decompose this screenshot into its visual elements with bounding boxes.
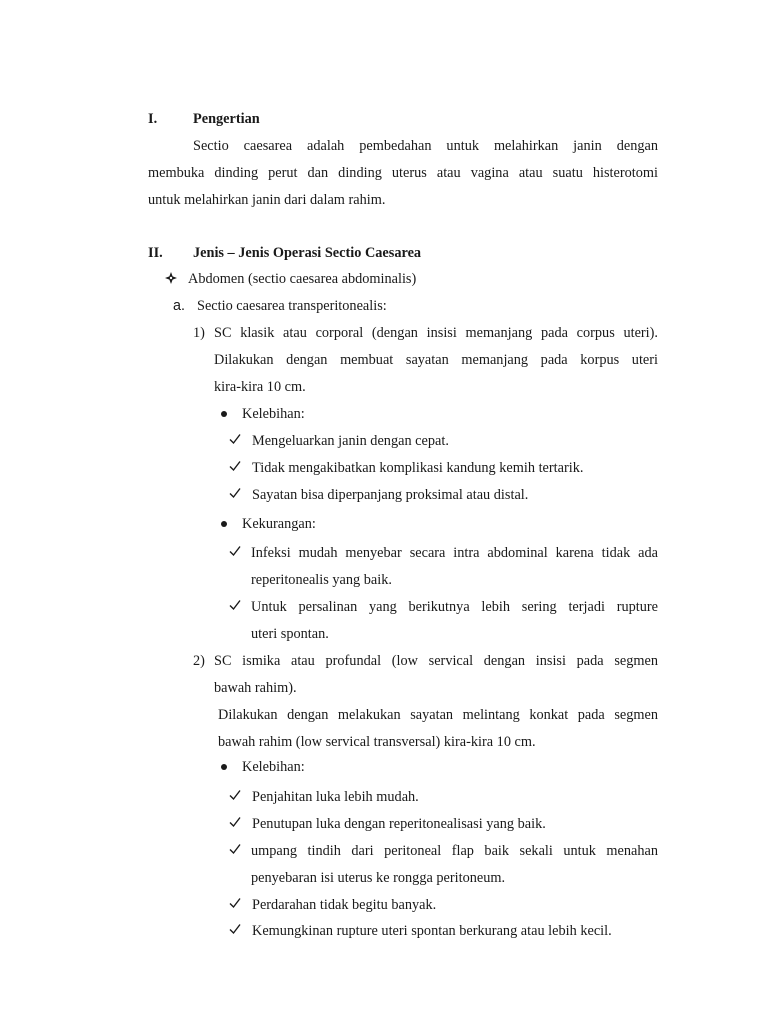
item-1-kekurangan-item: Untuk persalinan yang berikutnya lebih sering terjadi rupture xyxy=(251,599,658,615)
item-2-kelebihan-item: penyebaran isi uterus ke rongga peritoneum. xyxy=(251,870,506,886)
sub-a-text: Sectio caesarea transperitonealis: xyxy=(197,298,387,314)
list-marker-2: 2) xyxy=(193,653,205,669)
item-1-line: Dilakukan dengan membuat sayatan memanjang pada korpus uteri xyxy=(214,352,658,368)
section-1-heading: Pengertian xyxy=(193,111,260,127)
item-2-kelebihan-label: Kelebihan: xyxy=(242,759,305,775)
item-1-kekurangan-item: uteri spontan. xyxy=(251,626,329,642)
bullet-dot-icon xyxy=(221,411,227,417)
item-2-kelebihan-item: Penutupan luka dengan reperitonealisasi yang baik. xyxy=(252,816,546,832)
list-marker-1: 1) xyxy=(193,325,205,341)
section-1-paragraph-line: untuk melahirkan janin dari dalam rahim. xyxy=(148,192,386,208)
item-1-kelebihan-item: Mengeluarkan janin dengan cepat. xyxy=(252,433,449,449)
section-2-heading: Jenis – Jenis Operasi Sectio Caesarea xyxy=(193,245,422,261)
checkmark-icon xyxy=(229,545,241,557)
checkmark-icon xyxy=(229,433,241,445)
item-1-kekurangan-item: reperitonealis yang baik. xyxy=(251,572,392,588)
item-2-line: bawah rahim). xyxy=(214,680,297,696)
checkmark-icon xyxy=(229,843,241,855)
abdomen-label: Abdomen (sectio caesarea abdominalis) xyxy=(188,271,417,287)
checkmark-icon xyxy=(229,789,241,801)
item-2-kelebihan-item: Perdarahan tidak begitu banyak. xyxy=(252,897,437,913)
checkmark-icon xyxy=(229,599,241,611)
item-2-kelebihan-item: Kemungkinan rupture uteri spontan berkurang atau lebih kecil. xyxy=(252,923,612,939)
item-1-kelebihan-item: Tidak mengakibatkan komplikasi kandung kemih tertarik. xyxy=(252,460,584,476)
item-1-line: SC klasik atau corporal (dengan insisi memanjang pada corpus uteri). xyxy=(214,325,658,341)
checkmark-icon xyxy=(229,897,241,909)
item-1-kelebihan-label: Kelebihan: xyxy=(242,406,305,422)
section-2-number: II. xyxy=(148,245,163,261)
item-2-desc-line: Dilakukan dengan melakukan sayatan melintang konkat pada segmen xyxy=(218,707,658,723)
item-2-kelebihan-item: Penjahitan luka lebih mudah. xyxy=(252,789,419,805)
item-2-kelebihan-item: umpang tindih dari peritoneal flap baik sekali untuk menahan xyxy=(251,843,658,859)
checkmark-icon xyxy=(229,460,241,472)
item-2-desc-line: bawah rahim (low servical transversal) kira-kira 10 cm. xyxy=(218,734,536,750)
item-1-line: kira-kira 10 cm. xyxy=(214,379,306,395)
bullet-dot-icon xyxy=(221,521,227,527)
checkmark-icon xyxy=(229,923,241,935)
item-1-kekurangan-label: Kekurangan: xyxy=(242,516,316,532)
item-2-line: SC ismika atau profundal (low servical dengan insisi pada segmen xyxy=(214,653,658,669)
section-1-number: I. xyxy=(148,111,158,127)
item-1-kelebihan-item: Sayatan bisa diperpanjang proksimal atau distal. xyxy=(252,487,529,503)
section-1-paragraph-line: membuka dinding perut dan dinding uterus atau vagina atau suatu histerotomi xyxy=(148,165,658,181)
diamond-bullet-icon xyxy=(165,272,177,284)
list-marker-a: a. xyxy=(173,298,185,314)
item-1-kekurangan-item: Infeksi mudah menyebar secara intra abdominal karena tidak ada xyxy=(251,545,658,561)
checkmark-icon xyxy=(229,487,241,499)
bullet-dot-icon xyxy=(221,764,227,770)
section-1-paragraph-line: Sectio caesarea adalah pembedahan untuk melahirkan janin dengan xyxy=(193,138,658,154)
checkmark-icon xyxy=(229,816,241,828)
